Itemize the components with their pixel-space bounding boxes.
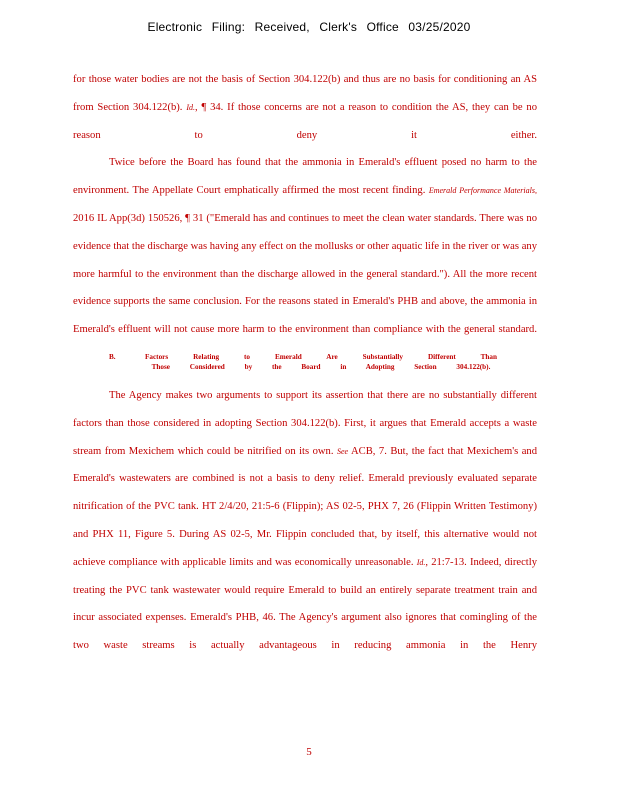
paragraph-1-text-a: for those water bodies are not the basis of Section 304.122(b) and thus are no basis for conditioning an AS from Section 304.122(b). — [73, 74, 537, 113]
paragraph-3 — [73, 382, 537, 660]
section-heading-text: Factors Relating to Emerald Are Substantially Different Than Those Considered by the Board in Adopting Section 304.122(b). — [145, 352, 497, 371]
signal-see: See — [336, 446, 349, 456]
paragraph-1-text-b: , ¶ 34. If those concerns are not a reason to condition the AS, they can be no reason to deny it either. — [73, 101, 538, 141]
section-heading — [109, 352, 537, 372]
case-citation: Emerald Performance Materials, — [428, 186, 537, 196]
section-heading-label: B. — [109, 352, 116, 361]
citation-id-2: Id. — [416, 557, 426, 567]
document-body — [73, 66, 537, 660]
filing-stamp-header: Electronic Filing: Received, Clerk's Office 03/25/2020 — [147, 20, 471, 34]
paragraph-3-text-a: The Agency makes two arguments to support its assertion that there are no substantially different factors than those considered in adopting Section 304.122(b). First, it argues that Emerald accepts a waste stream from Mexichem which could be nitrified on its own. — [73, 389, 537, 457]
paragraph-2-text-b: 2016 IL App(3d) 150526, ¶ 31 ("Emerald has and continues to meet the clean water standards. There was no evidence that the discharge was having any effect on the mollusks or other aquatic life in the river or was any more harmful to the environment than the discharge allowed in the general standard."). All the more recent evidence supports the same conclusion. For the reasons stated in Emerald's PHB and above, the ammonia in Emerald's effluent will not cause more harm to the environment than compliance with the general standard. — [73, 212, 537, 336]
citation-id: Id. — [186, 102, 195, 112]
paragraph-1 — [73, 66, 537, 149]
page-number: 5 — [306, 746, 312, 758]
paragraph-3-text-c: , 21:7-13. Indeed, directly treating the PVC tank wastewater would require Emerald to build an entirely separate treatment train and incur associated expenses. Emerald's PHB, 46. The Agency's argument also ignores that comingling of the two waste streams is actually advantageous in reducing ammonia in the Henry — [73, 556, 537, 652]
paragraph-3-text-b: ACB, 7. But, the fact that Mexichem's and Emerald's wastewaters are combined is not a basis to deny relief. Emerald previously evaluated separate nitrification of the PVC tank. HT 2/4/20, 21:5-6 (Flippin); AS 02-5, PHX 7, 26 (Flippin Written Testimony) and PHX 11, Figure 5. During AS 02-5, Mr. Flippin concluded that, by itself, this alternative would not achieve compliance with applicable limits and was economically unreasonable. — [73, 445, 537, 568]
paragraph-2-text-a: Twice before the Board has found that the ammonia in Emerald's effluent posed no harm to the environment. The Appellate Court emphatically affirmed the most recent finding. — [73, 157, 537, 197]
paragraph-2 — [73, 149, 537, 344]
